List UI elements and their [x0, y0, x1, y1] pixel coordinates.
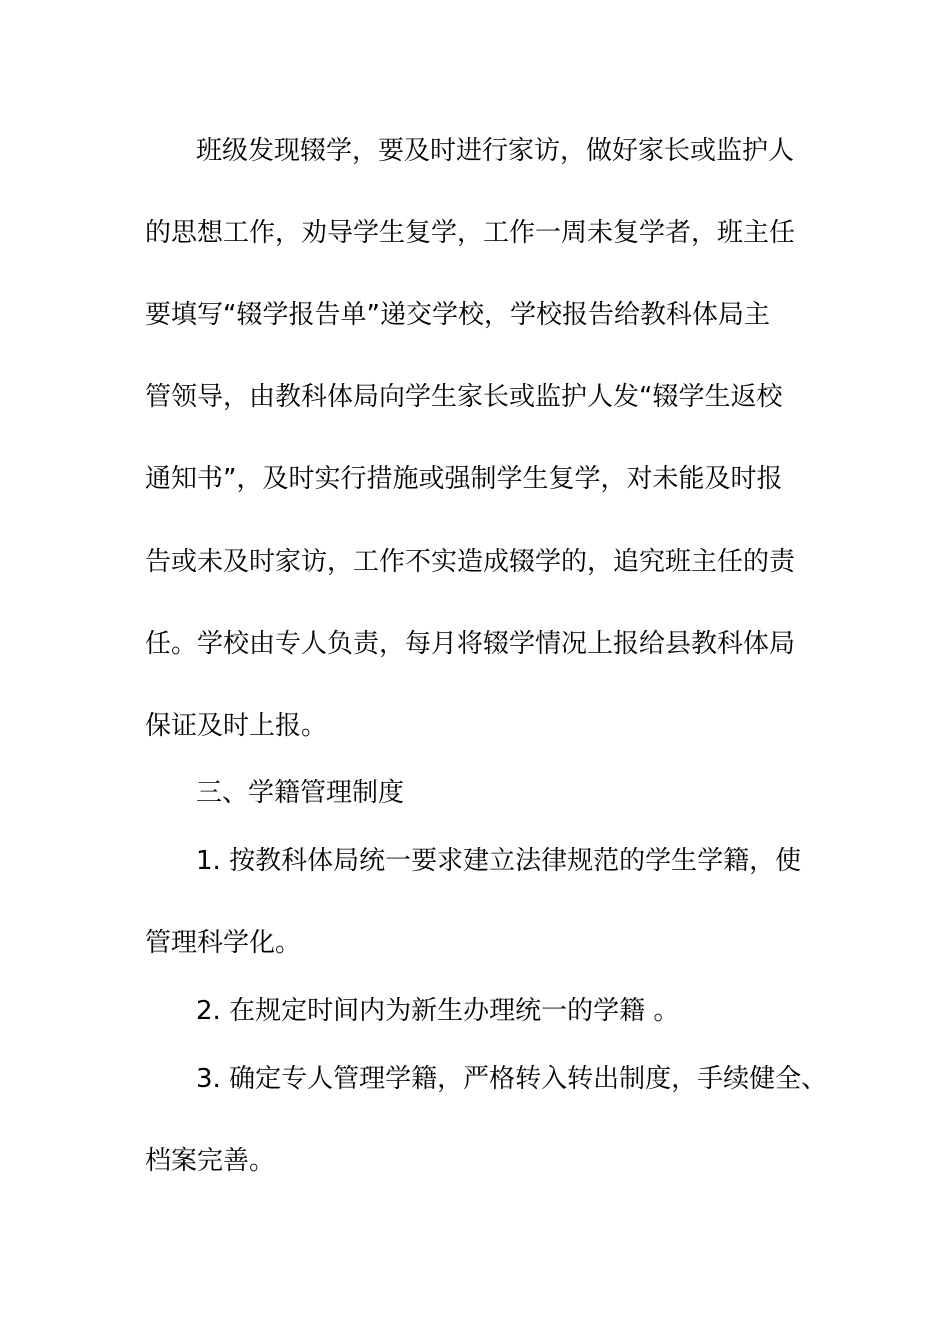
section-heading: 三、学籍管理制度 — [196, 778, 405, 808]
paragraph-line: 任。学校由专人负责，每月将辍学情况上报给县教科体局 — [145, 629, 796, 659]
list-item-line: 2. 在规定时间内为新生办理统一的学籍 。 — [196, 996, 680, 1026]
list-item-line: 管理科学化。 — [145, 928, 302, 958]
paragraph-line: 要填写“辍学报告单”递交学校，学校报告给教科体局主 — [145, 300, 770, 330]
list-item-line: 档案完善。 — [145, 1146, 276, 1176]
list-item-line: 1. 按教科体局统一要求建立法律规范的学生学籍，使 — [196, 846, 802, 876]
paragraph-line: 管领导，由教科体局向学生家长或监护人发“辍学生返校 — [145, 382, 783, 412]
paragraph-line: 通知书”，及时实行措施或强制学生复学，对未能及时报 — [145, 464, 783, 494]
paragraph-line: 告或未及时家访，工作不实造成辍学的，追究班主任的责 — [145, 547, 796, 577]
paragraph-line: 的思想工作，劝导学生复学，工作一周未复学者，班主任 — [145, 218, 796, 248]
list-item-line: 3. 确定专人管理学籍，严格转入转出制度，手续健全、 — [196, 1064, 828, 1094]
paragraph-line: 班级发现辍学，要及时进行家访，做好家长或监护人 — [196, 136, 795, 166]
paragraph-line: 保证及时上报。 — [145, 711, 328, 741]
